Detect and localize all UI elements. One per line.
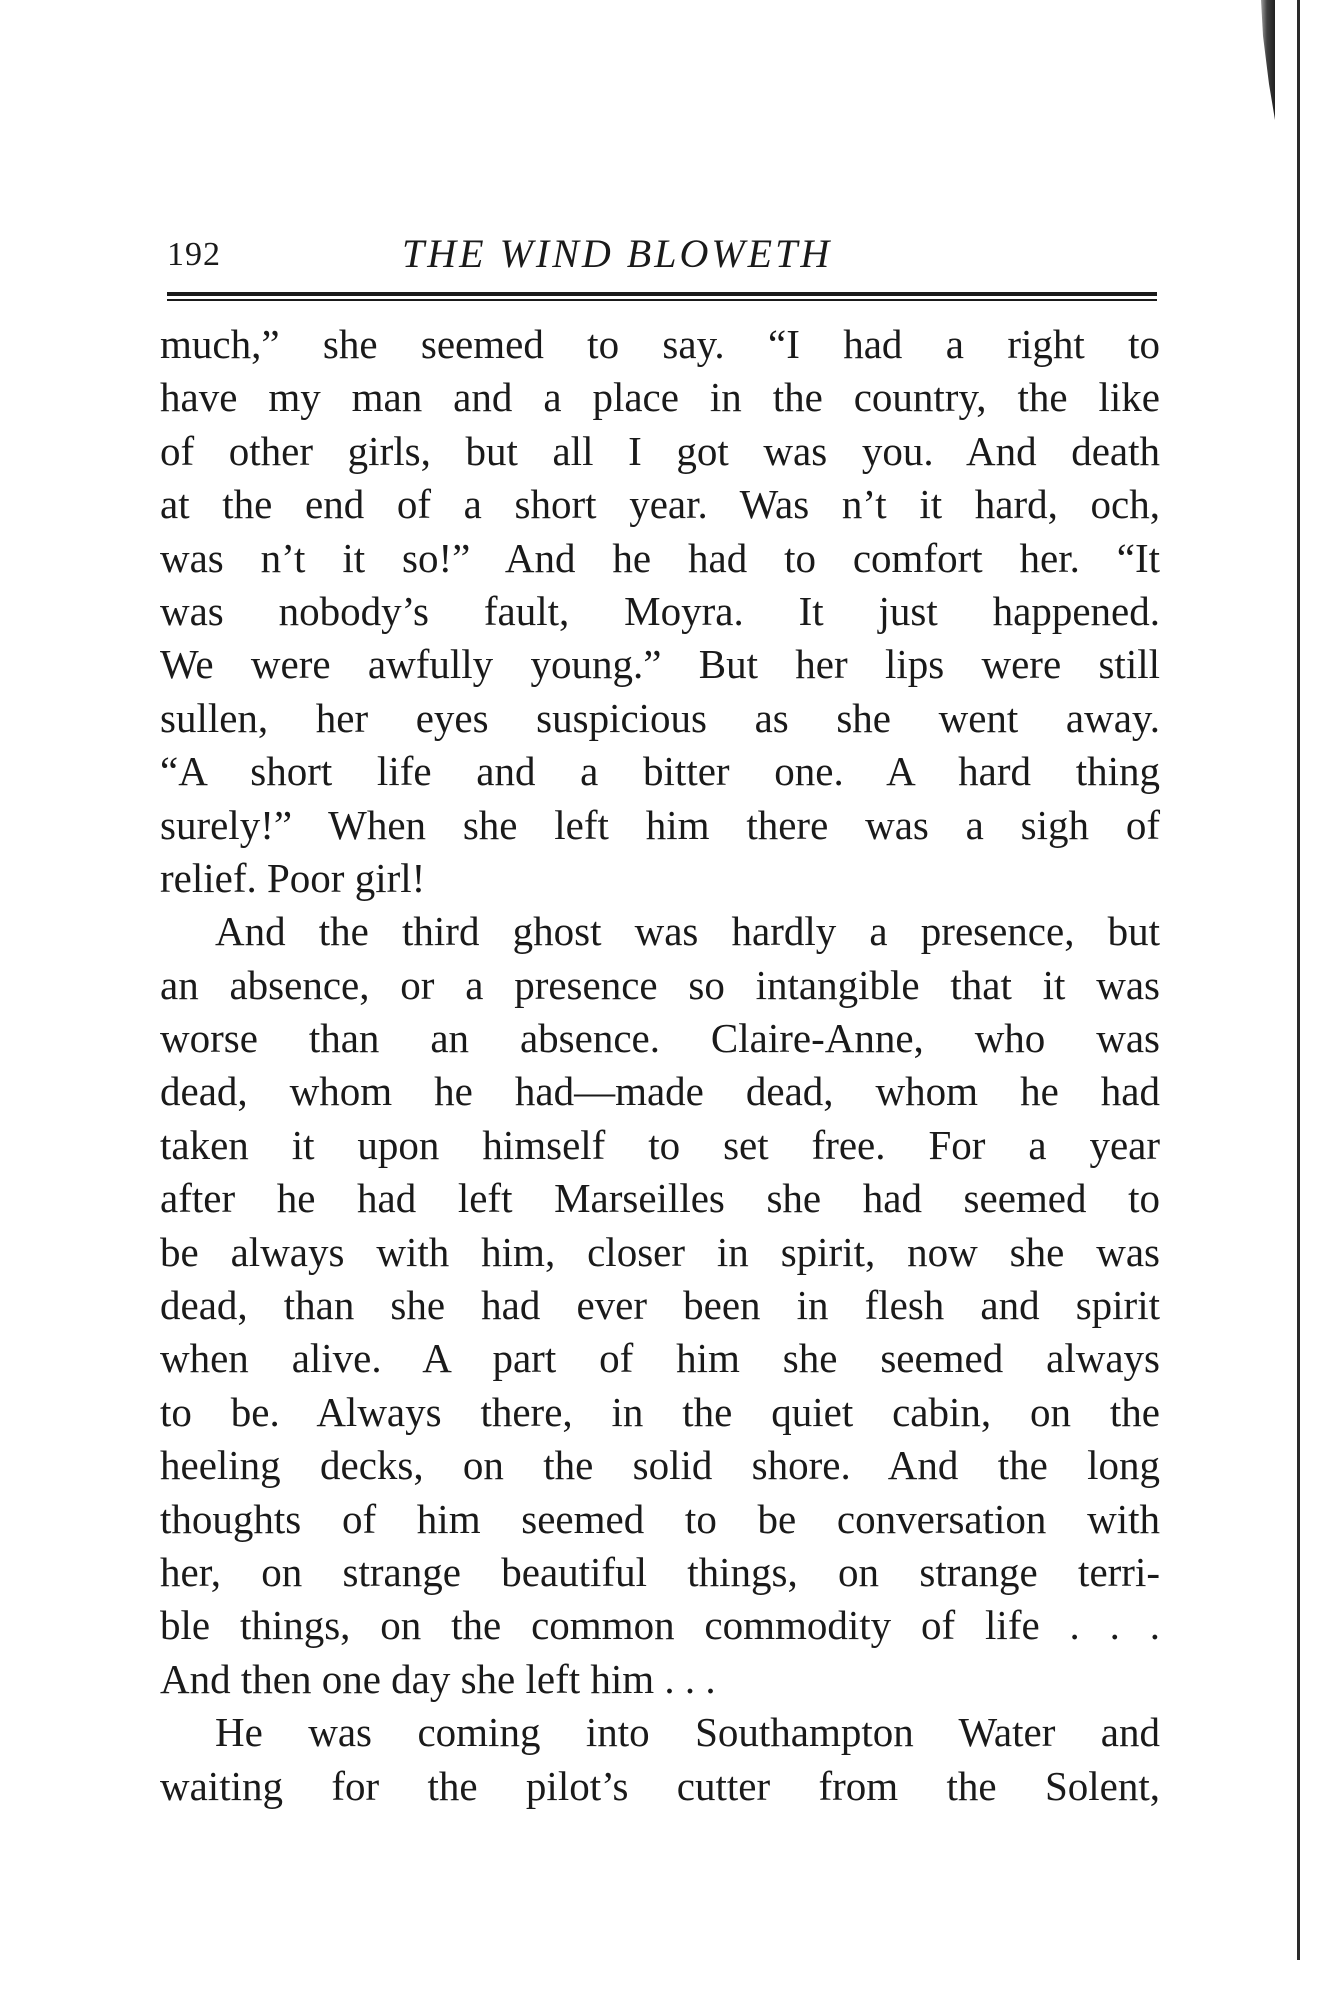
- text-line: after he had left Marseilles she had seemed to: [160, 1175, 1160, 1222]
- text-line: He was coming into Southampton Water and: [215, 1709, 1160, 1756]
- text-line: her, on strange beautiful things, on strange terri-: [160, 1548, 1160, 1595]
- text-line: dead, whom he had—made dead, whom he had: [160, 1068, 1160, 1115]
- text-line: thoughts of him seemed to be conversation with: [160, 1495, 1160, 1542]
- text-line: worse than an absence. Claire-Anne, who was: [160, 1015, 1160, 1062]
- text-line: was nobody’s fault, Moyra. It just happened.: [160, 587, 1160, 634]
- header-rule-thick: [167, 292, 1157, 296]
- text-line: waiting for the pilot’s cutter from the Solent,: [160, 1762, 1160, 1809]
- text-line: an absence, or a presence so intangible that it was: [160, 961, 1160, 1008]
- text-line: have my man and a place in the country, the like: [160, 374, 1160, 421]
- body-text: [160, 318, 1160, 1813]
- text-line: surely!” When she left him there was a sigh of: [160, 801, 1160, 848]
- page-header: [167, 230, 1157, 290]
- text-line: We were awfully young.” But her lips were still: [160, 641, 1160, 688]
- text-line: “A short life and a bitter one. A hard thing: [160, 748, 1160, 795]
- text-line: relief. Poor girl!: [160, 854, 426, 901]
- page-number: 192: [167, 236, 221, 273]
- text-line: to be. Always there, in the quiet cabin, on the: [160, 1388, 1160, 1435]
- text-line: was n’t it so!” And he had to comfort her. “It: [160, 534, 1160, 581]
- text-line: heeling decks, on the solid shore. And the long: [160, 1442, 1160, 1489]
- text-line: taken it upon himself to set free. For a year: [160, 1121, 1160, 1168]
- text-line: when alive. A part of him she seemed always: [160, 1335, 1160, 1382]
- text-line: at the end of a short year. Was n’t it hard, och,: [160, 481, 1160, 528]
- text-line: dead, than she had ever been in flesh and spirit: [160, 1282, 1160, 1329]
- page-edge-line: [1297, 0, 1300, 1960]
- running-head: THE WIND BLOWETH: [402, 231, 833, 276]
- text-line: And the third ghost was hardly a presence, but: [215, 908, 1160, 955]
- text-line: sullen, her eyes suspicious as she went away.: [160, 694, 1160, 741]
- header-rule-thin: [167, 299, 1157, 301]
- text-line: And then one day she left him . . .: [160, 1655, 716, 1702]
- text-line: ble things, on the common commodity of life . . .: [160, 1602, 1160, 1649]
- text-line: of other girls, but all I got was you. And death: [160, 427, 1160, 474]
- text-line: be always with him, closer in spirit, now she was: [160, 1228, 1160, 1275]
- page-edge-shadow: [1255, 0, 1275, 120]
- text-line: much,” she seemed to say. “I had a right to: [160, 321, 1160, 367]
